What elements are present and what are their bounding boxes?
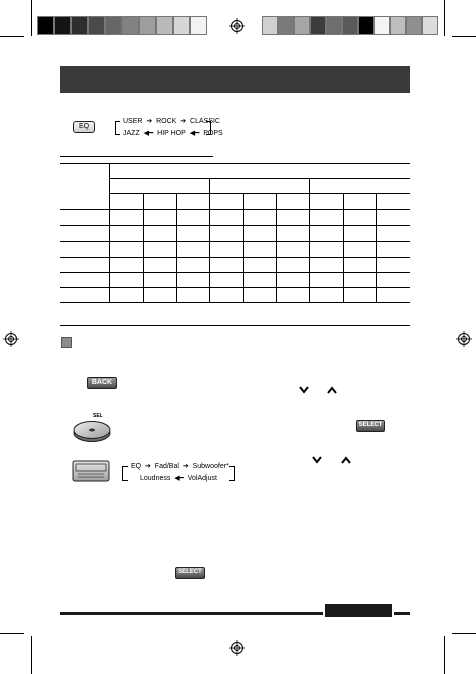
registration-mark-icon [3, 331, 19, 347]
eq-mode-label: ROCK [156, 118, 177, 125]
table-col-rule [176, 193, 177, 302]
chevron-up-icon[interactable] [340, 456, 352, 464]
table-top-rule [60, 163, 410, 164]
table-row-rule [60, 287, 410, 288]
swatch [139, 16, 156, 35]
separator [60, 156, 213, 157]
table-row-rule [60, 257, 410, 258]
swatch [71, 16, 88, 35]
select-button[interactable]: SELECT [356, 420, 385, 432]
menu-item-label: EQ [131, 463, 142, 470]
swatch [406, 16, 422, 35]
swatch [262, 16, 278, 35]
table-row-rule [60, 241, 410, 242]
table-bottom-rule [60, 302, 410, 303]
footer-rule [60, 612, 323, 615]
table-col-rule [376, 193, 377, 302]
eq-mode-label: JAZZ [123, 130, 140, 137]
registration-mark-icon [229, 18, 245, 34]
table-header-rule [109, 193, 410, 194]
swatch [358, 16, 374, 35]
swatch [294, 16, 310, 35]
eq-mode-label: POPS [203, 130, 223, 137]
swatch [278, 16, 294, 35]
swatch [156, 16, 173, 35]
faceplate-icon [72, 460, 110, 482]
swatch [190, 16, 207, 35]
table-col-rule [143, 193, 144, 302]
swatch [326, 16, 342, 35]
knob-label: SEL [93, 413, 103, 419]
section-marker-icon [61, 337, 72, 348]
swatch [37, 16, 54, 35]
swatch [342, 16, 358, 35]
table-col-rule [276, 193, 277, 302]
menu-item-label: Subwoofer* [192, 463, 229, 470]
registration-mark-icon [456, 331, 472, 347]
menu-item-label: VolAdjust [187, 475, 217, 482]
table-col-rule [209, 178, 210, 302]
table-col-rule [109, 163, 110, 302]
swatch [54, 16, 71, 35]
swatch [88, 16, 105, 35]
back-button[interactable]: BACK [87, 377, 117, 389]
swatch [310, 16, 326, 35]
swatch [105, 16, 122, 35]
table-header-rule [109, 178, 410, 179]
swatch [173, 16, 190, 35]
table-row-rule [60, 209, 410, 210]
registration-mark-icon [229, 640, 245, 656]
header-bar [60, 66, 410, 93]
eq-button[interactable]: EQ [73, 121, 95, 133]
chevron-down-icon[interactable] [298, 386, 310, 394]
page-tab [325, 604, 392, 617]
chevron-up-icon[interactable] [326, 386, 338, 394]
swatch [122, 16, 139, 35]
select-button[interactable]: SELECT [175, 567, 205, 579]
swatch [422, 16, 438, 35]
menu-item-label: Fad/Bal [154, 463, 179, 470]
eq-mode-label: CLASSIC [190, 118, 220, 125]
footer-rule [394, 612, 410, 615]
menu-item-label: Loudness [140, 475, 171, 482]
table-row-rule [60, 272, 410, 273]
section-rule [60, 325, 410, 326]
swatch [390, 16, 406, 35]
table-col-rule [309, 178, 310, 302]
chevron-down-icon[interactable] [311, 456, 323, 464]
table-col-rule [343, 193, 344, 302]
swatch [374, 16, 390, 35]
eq-mode-label: HIP HOP [157, 130, 186, 137]
eq-mode-label: USER [123, 118, 143, 125]
knob-icon [72, 417, 112, 443]
table-row-rule [60, 225, 410, 226]
table-col-rule [243, 193, 244, 302]
